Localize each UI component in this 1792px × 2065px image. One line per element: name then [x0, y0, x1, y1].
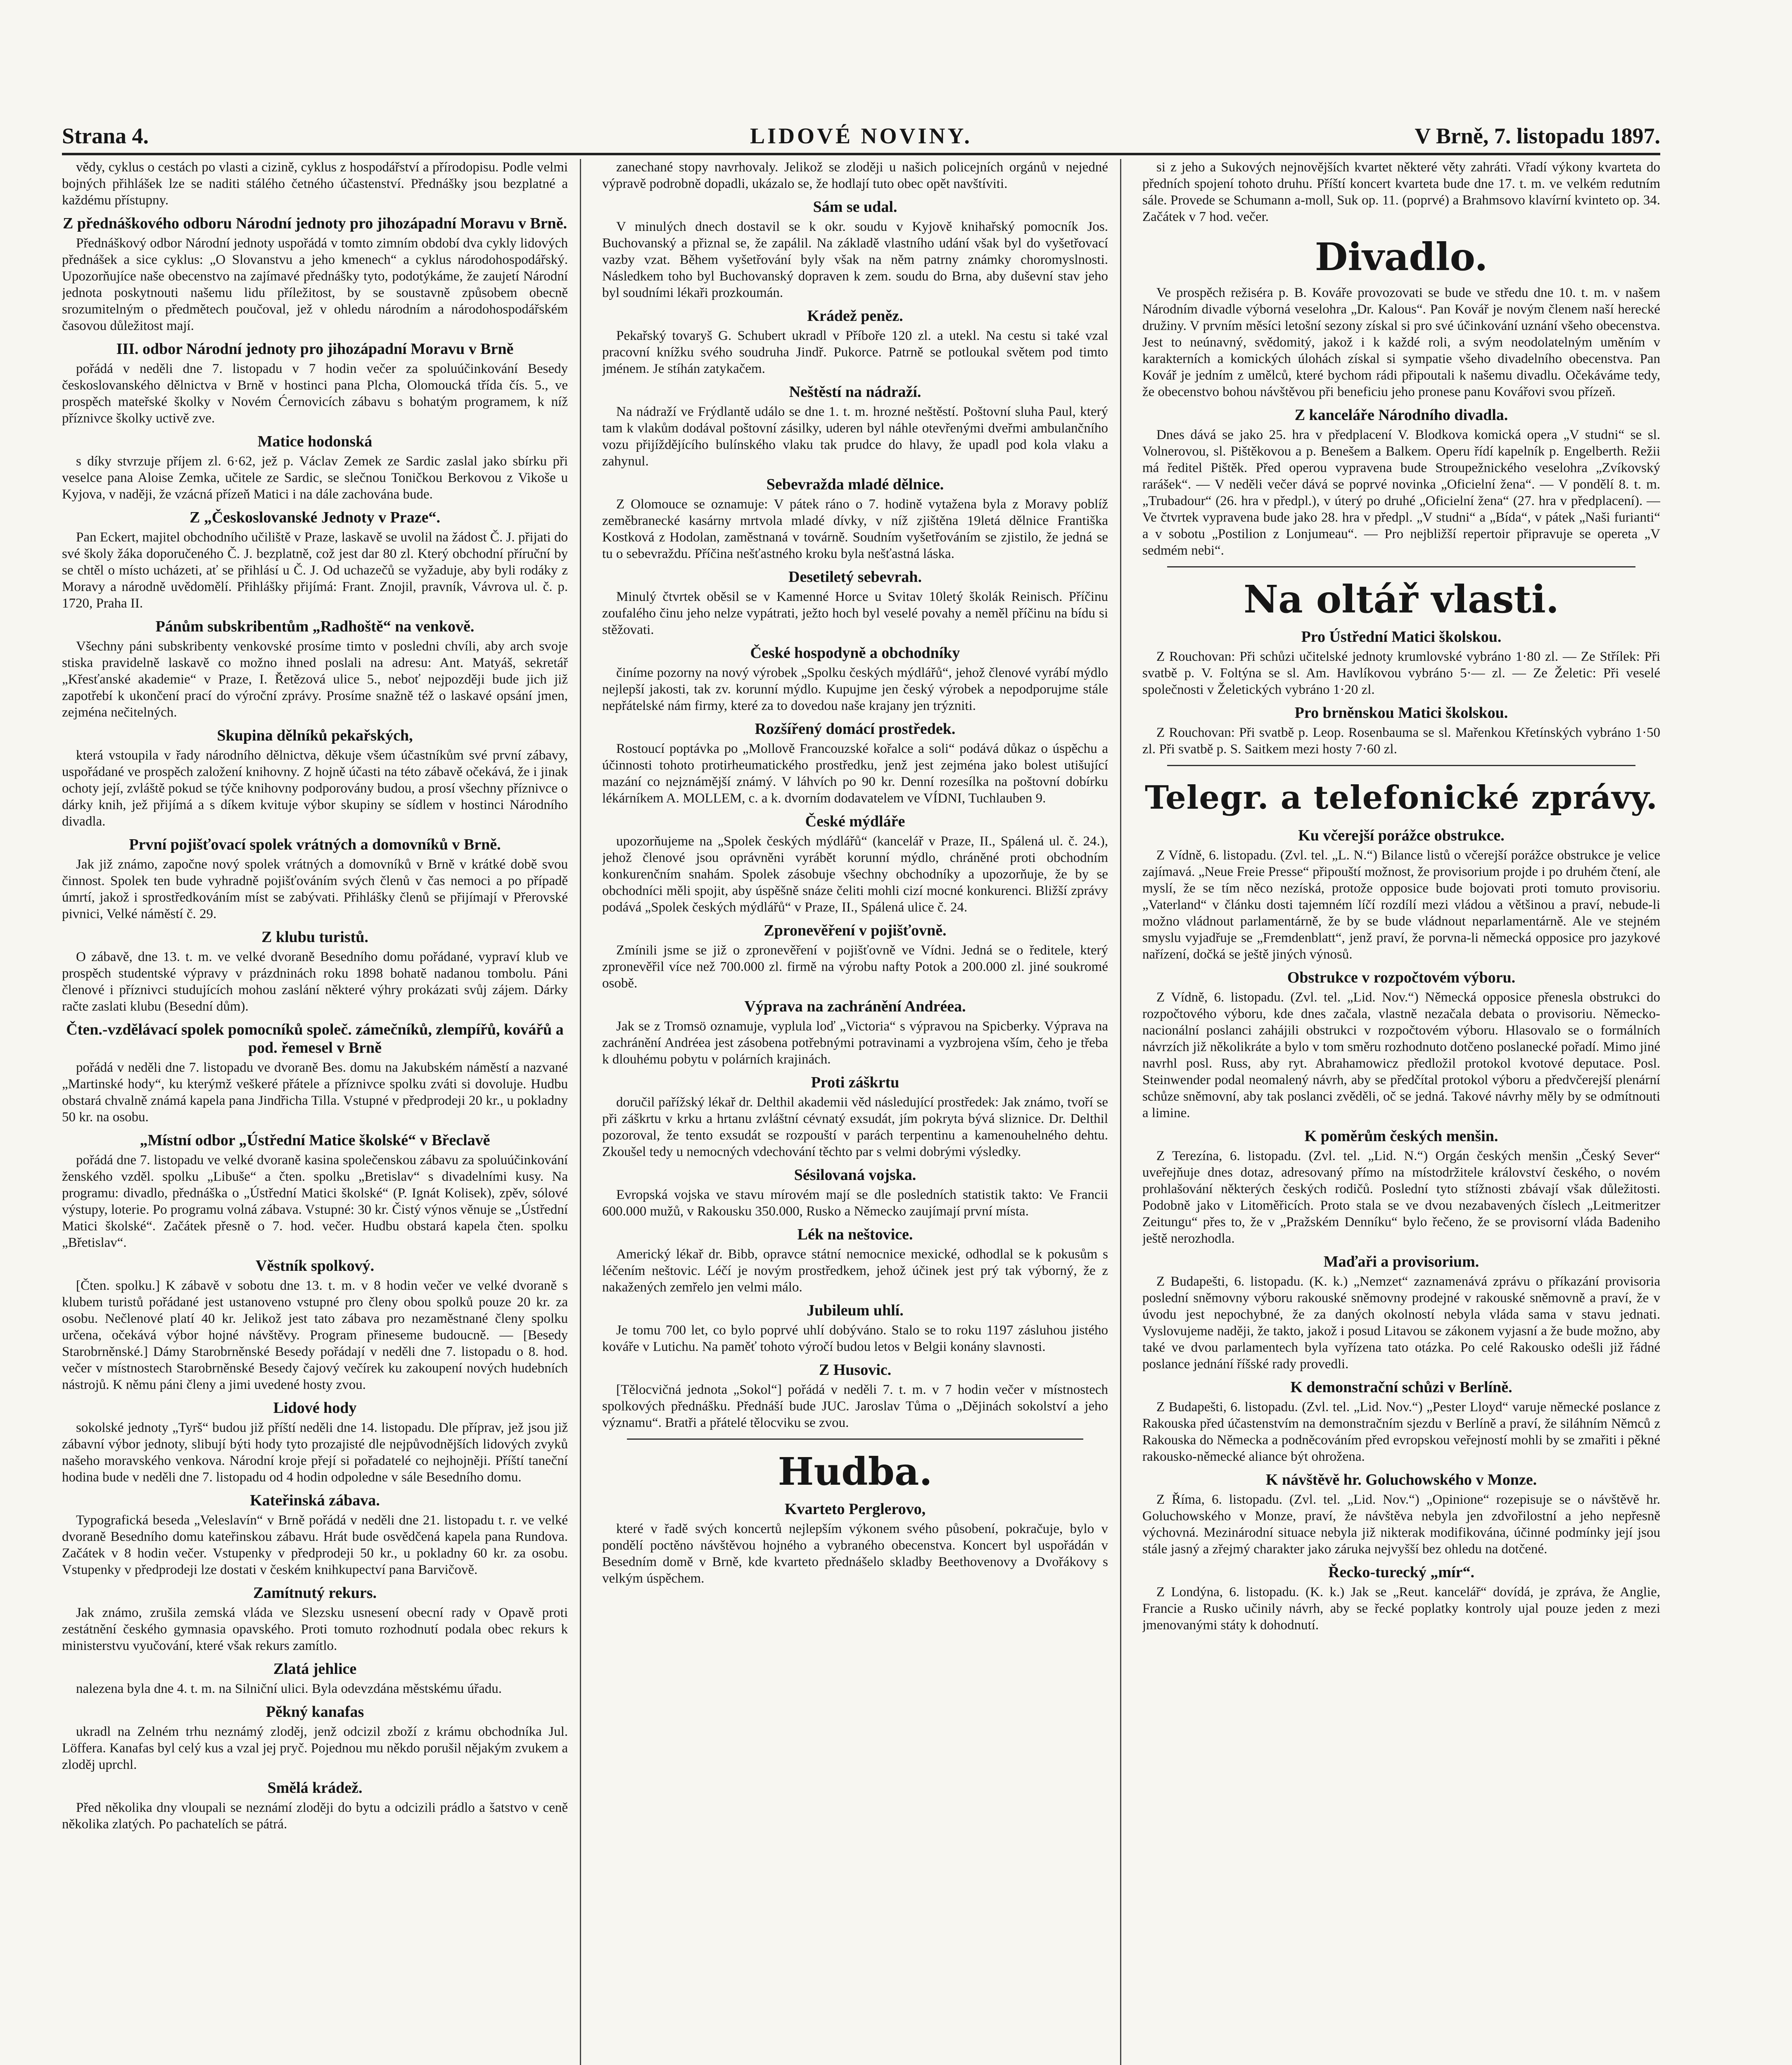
article-text: Ve prospěch režiséra p. B. Kováře provozovati se bude ve středu dne 10. t. m. v našem Národním divadle výborná veselohra „Dr. Kalous“. Pan Kovář je novým členem naší herecké družiny. V prvním měsíci letošní sezony získal si pro své účinkování uznání všeho obecenstva. Jest to neúnavný, svědomitý, jakož i k každé roli, a svým neodolatelným uměním v karakterních a komických úlohách získal si sympatie všeho divadelního obecenstva. Pan Kovář je jedním z umělců, které bychom rádi připoutali k našemu divadlu. Očekáváme tedy, že obecenstvo bohou návštěvou při beneficiu jeho pronese panu Kovářovi svou přízeň.	[1142, 285, 1660, 399]
article-heading: Pro brněnskou Matici školskou.	[1294, 704, 1508, 722]
article-text: Minulý čtvrtek oběsil se v Kamenné Horce u Svitav 10letý školák Reinisch. Příčinu zoufalého činu jeho nelze vypátrati, ježto hoch byl veselé povahy a neměl příčinu na bídu si stěžovati.	[602, 589, 1108, 637]
article-text: pořádá v neděli dne 7. listopadu v 7 hodin večer za spoluúčinkování Besedy českoslovanského dělnictva v Brně v hostinci pana Plcha, Olomoucká třída čís. 5., ve prospěch mateřské školky v Novém Ćernovicích zábavu s bohatým programem, k níž příznivce školky uctivě zve.	[62, 361, 568, 426]
article-text: Před několika dny vloupali se neznámí zloději do bytu a odcizili prádlo a šatstvo v ceně několika zlatých. Po pachatelích se pátrá.	[62, 1800, 568, 1832]
article-heading: Z klubu turistů.	[261, 928, 368, 946]
article-heading: Ku včerejší porážce obstrukce.	[1298, 827, 1505, 844]
article-text: pořádá dne 7. listopadu ve velké dvoraně kasina společenskou zábavu za spoluúčinkování ženského vzděl. spolku „Libuše“ a čten. spolku „Bretislav“ s divadelními kusy. Na programu: divadlo, přednáška o „Ústřední Matici školské“ (P. Ignát Kolisek), zpěv, sólové výstupy, loterie. Po programu volná zábava. Vstupné: 30 kr. Čistý výnos věnuje se „Ústřední Matici školské“. Začátek přesně o 7. hod. večer. Hudbu obstará kapela čten. spolku „Břetislav“.	[62, 1153, 568, 1250]
article-heading: „Místní odbor „Ústřední Matice školské“ v Břeclavě	[140, 1132, 490, 1149]
article-heading: Zamítnutý rekurs.	[253, 1584, 377, 1602]
article-heading: Neštěstí na nádraží.	[789, 383, 921, 401]
article-heading: Lidové hody	[273, 1399, 357, 1417]
section-title-music: Hudba.	[778, 1449, 933, 1494]
article-heading: Matice hodonská	[257, 433, 373, 450]
article-text: Rostoucí poptávka po „Mollově Francouzské kořalce a soli“ podává důkaz o úspěchu a účinnosti tohoto protirheumatického prostředku, jenž jest zejména jako bolest utišující mazání co nejznámější známý. V láhvích po 90 kr. Denní rozesílka na poštovní dobírku lékárníkem A. MOLLEM, c. a k. dvorním dodavatelem ve VÍDNI, Tuchlauben 9.	[602, 741, 1108, 806]
article-text: činíme pozorny na nový výrobek „Spolku českých mýdlářů“, jehož členové vyrábí mýdlo nejlepší jakosti, tak zv. korunní mýdlo. Kupujme jen český výrobek a nepodporujme stále nepřátelské nám firmy, které za to dovedou naše krajany jen trýzniti.	[602, 665, 1108, 713]
article-heading: Věstník spolkový.	[255, 1257, 375, 1275]
section-title-telegraph: Telegr. a telefonické zprávy.	[1145, 779, 1658, 817]
article-heading: Zlatá jehlice	[273, 1660, 357, 1678]
column-3	[1142, 159, 1660, 2065]
article-text: Z Rouchovan: Při svatbě p. Leop. Rosenbauma se sl. Mařenkou Křetínských vybráno 1·50 zl. Při svatbě p. S. Saitkem mezi hosty 7·60 zl.	[1142, 725, 1660, 757]
article-heading: Proti záškrtu	[811, 1074, 900, 1091]
article-heading: Zpronevěření v pojišťovně.	[764, 922, 947, 939]
article-heading: Pěkný kanafas	[266, 1703, 364, 1721]
article-text: si z jeho a Sukových nejnovějších kvartet některé věty zahráti. Vřadí výkony kvarteta do předních spojení tohoto druhu. Příští koncert kvarteta bude dne 17. t. m. ve velkém redutním sále. Provede se Schumann a-moll, Suk op. 11. (poprvé) a Brahmsovo klavírní kvinteto op. 34. Začátek v 7 hod. večer.	[1142, 160, 1660, 224]
article-text: Jak známo, zrušila zemská vláda ve Slezsku usnesení obecní rady v Opavě proti zestátnění českého gymnasia opavského. Proti tomuto rozhodnutí podala obec rekurs k ministerstvu vyučování, které však rekurs zamítlo.	[62, 1605, 568, 1653]
article-heading: Čten.-vzdělávací spolek pomocníků společ. zámečníků, zlempířů, kovářů a pod. řemesel v Brně	[66, 1021, 564, 1056]
newspaper-title: LIDOVÉ NOVINY.	[750, 123, 973, 148]
article-text: Z Vídně, 6. listopadu. (Zvl. tel. „L. N.“) Bilance listů o včerejší porážce obstrukce je velice zajímavá. „Neue Freie Presse“ připouští možnost, že provisorium projde i po druhém čtení, ale myslí, že se tím něco nezíská, protože opposice bude bojovati proti tomuto provisoriu. „Vaterland“ v článku dosti tajemném líčí rozdílí mezi vládou a většinou a praví, nebude-li možno vládnout parlamentárně, že by se bude vládnout neparlamentárně. Ale ve stejném smyslu vyjadřuje se „Fremdenblatt“, jenž praví, že porvna-li německá opposice pro jazykové nařízení, dočká se ještě jiných výnosů.	[1142, 848, 1660, 962]
column-1	[62, 159, 568, 2065]
article-text: Typografická beseda „Veleslavín“ v Brně pořádá v neděli dne 21. listopadu t. r. ve velké dvoraně Besedního domu kateřinskou zábavu. Hrát bude osvědčená kapela pana Rundova. Začátek v 8 hodin večer. Vstupenky v předprodeji 50 kr., u pokladny 60 kr. za osobu. Vstupenky v předprodeji lze dostati v českém knihkupectví pana Barvičově.	[62, 1513, 568, 1577]
section-divider	[627, 1438, 1083, 1440]
article-text: Pekařský tovaryš G. Schubert ukradl v Příboře 120 zl. a utekl. Na cestu si také vzal pracovní knížku svého soudruha Jindř. Pukorce. Patrně se potloukal světem pod timto jménem. Je stíhán zatykačem.	[602, 328, 1108, 376]
article-heading: Smělá krádež.	[267, 1779, 363, 1797]
article-text: Americký lékař dr. Bibb, opravce státní nemocnice mexické, odhodlal se k pokusům s léčením neštovic. Léčí je novým prostředkem, jehož účinek jest prý tak výborný, že z nakažených zemřelo jen velmi málo.	[602, 1247, 1108, 1295]
article-text: [Čten. spolku.] K zábavě v sobotu dne 13. t. m. v 8 hodin večer ve velké dvoraně s klubem turistů pořádané jest ustanoveno vstupné pro členy obou spolků pouze 20 kr. za osobu. Nečlenové platí 40 kr. Jelikož jest tato zábava pro nezaměstnané členy spolku určena, očekává výbor hojné návštěvy. Program přineseme budoucně. — [Besedy Starobrněnské.] Dámy Starobrněnské Besedy pořádají v neděli dne 7. listopadu o 8. hod. večer v místnostech Starobrněnské Besedy čajový večírek ku zakoupení nových hudebních nástrojů. K němu páni členy a jimi uvedené hosty zvou.	[62, 1278, 568, 1392]
article-text: sokolské jednoty „Tyrš“ budou již příští neděli dne 14. listopadu. Dle příprav, jež jsou již zábavní výbor jednoty, slibují býti hody tyto prozajisté dle nejpůvodnějších lidových zvyků našeho moravského venkova. Národní kroje přejí si pořadatelé co nejhojněji. Příští taneční hodina bude v neděli dne 7. listopadu od 4 hodin odpoledne v sále Besedního domu.	[62, 1420, 568, 1485]
section-divider	[1167, 566, 1635, 567]
article-text: nalezena byla dne 4. t. m. na Silniční ulici. Byla odevzdána městskému úřadu.	[76, 1681, 502, 1696]
article-heading: České mýdláře	[805, 813, 905, 830]
column-rule	[580, 159, 581, 2065]
article-heading: III. odbor Národní jednoty pro jihozápadní Moravu v Brně	[116, 340, 514, 358]
article-heading: Pánům subskribentům „Radhoště“ na venkově.	[155, 618, 475, 635]
section-title-altar: Na oltář vlasti.	[1244, 577, 1559, 622]
article-text: Všechny páni subskribenty venkovské prosíme timto v posledni chvíli, aby arch svoje stiska pravidelně laskavě co možno ihned poslali na adresu: Ant. Matyáš, sekretář „Křesťanské akademie“ v Praze, I. Řetězová ulice 5., neboť nejpozději bude jich již zapotřebí k ukončení prací do výroční zprávy. Prosíme snažně též o laskavé opsání jmen, zejména nečitelných.	[62, 639, 568, 720]
article-heading: První pojišťovací spolek vrátných a domovníků v Brně.	[129, 836, 501, 853]
article-text: s díky stvrzuje příjem zl. 6·62, jež p. Václav Zemek ze Sardic zaslal jako sbírku při veselce pana Aloise Zemka, učitele ze Sardic, se slečnou Toničkou Berkovou z Vikoše u Kyjova, v naději, že vzácná přízeň Matici i na dále zachována bude.	[62, 454, 568, 502]
article-text: [Tělocvičná jednota „Sokol“] pořádá v neděli 7. t. m. v 7 hodin večer v místnostech spolkových přednášku. Přednáší bude JUC. Jaroslav Tůma o „Dějinách sokolství a jeho významu“. Bratři a přátelé tělocviku se zvou.	[602, 1382, 1108, 1430]
section-divider	[1167, 765, 1635, 766]
article-text: Zmínili jsme se již o zpronevěření v pojišťovně ve Vídni. Jedná se o ředitele, který zpronevěřil více než 700.000 zl. firmě na výrobu nafty Potok a 200.000 zl. jiné soukromé osobě.	[602, 943, 1108, 991]
section-title-theatre: Divadlo.	[1315, 235, 1488, 279]
article-text: Z Říma, 6. listopadu. (Zvl. tel. „Lid. Nov.“) „Opinione“ rozepisuje se o návštěvě hr. Goluchowského v Monze, praví, že návštěva nebyla jen zdvořilostní a jeho nepřesně výchovná. Mezinárodní situace nebyla již nikterak modifikována, účinné podmínky její jsou stále jasný a zřejmý charakter jako záruka nejvyšší bez ohledu na dotčené.	[1142, 1492, 1660, 1557]
article-heading: České hospodyně a obchodníky	[750, 644, 960, 662]
article-heading: K demonstrační schůzi v Berlíně.	[1290, 1379, 1512, 1396]
column-2	[602, 159, 1108, 2065]
article-heading: Maďaři a provisorium.	[1323, 1253, 1479, 1270]
article-heading: Desetiletý sebevrah.	[788, 568, 922, 586]
article-text: Přednáškový odbor Národní jednoty uspořádá v tomto zimním období dva cykly lidových přednášek a sice cyklus: „O Slovanstvu a jeho kmenech“ a cyklus národohospodářský. Upozorňujíce naše obecenstvo na zajímavé přednášky tyto, podotýkáme, že zaujetí Národní jednota poskytnouti našemu lidu příležitost, by se soustavně způsobem obecně srozumitelným o předmětech poučoval, jež v ohledu národním a národohospodářském časovou důležitost mají.	[62, 236, 568, 333]
article-heading: Kvarteto Perglerovo,	[784, 1500, 926, 1518]
article-heading: Sebevražda mladé dělnice.	[766, 476, 944, 493]
article-text: Z Terezína, 6. listopadu. (Zvl. tel. „Lid. N.“) Orgán českých menšin „Český Sever“ uveřejňuje dnes dotaz, adresovaný přímo na místodržitele království českého, o novém prohlašování některých českých rodičů. Poslední tyto stížnosti zbávají však důležitosti. Podobně jako v Litoměřicích. Proto stala se ve dvou nezabavených číslech „Leitmeritzer Zeitungu“ přes to, že v „Pražském Denníku“ bylo řečeno, že se provisorní vláda Badeniho ještě nerozhodla.	[1142, 1149, 1660, 1246]
article-heading: Kateřinská zábava.	[250, 1492, 380, 1509]
article-heading: Obstrukce v rozpočtovém výboru.	[1287, 969, 1516, 986]
article-text: které v řadě svých koncertů nejlepším výkonem svého působení, pokračuje, bylo v pondělí poctěno návštěvou hojného a vybraného obecenstva. Koncert byl uspořádán v Besedním domě v Brně, kde kvarteto přednášelo skladby Beethovenovy a Dvořákovy s velkým úspěchem.	[602, 1521, 1108, 1586]
article-text: pořádá v neděli dne 7. listopadu ve dvoraně Bes. domu na Jakubském náměstí a nazvané „Martinské hody“, ku kterýmž veškeré přátele a příznivce spolku zváti si dovoluje. Hudbu obstará chvalně známá kapela pana Jindřicha Tilla. Vstupné v předprodeji 20 kr., u pokladny 50 kr. na osobu.	[62, 1060, 568, 1125]
article-heading: Z „Českoslovanské Jednoty v Praze“.	[190, 509, 440, 526]
article-heading: Z Husovic.	[819, 1361, 892, 1379]
article-text: Z Olomouce se oznamuje: V pátek ráno o 7. hodině vytažena byla z Moravy poblíž zeměbranecké kasárny mrtvola mladé dívky, v níž zjištěna 19letá dělnice Františka Kostková z Hodolan, zaměstnaná v továrně. Soudním vyšetřováním se zjistilo, že jedná se tu o sebevraždu. Příčina nešťastného kroku byla nešťastná láska.	[602, 497, 1108, 561]
article-heading: Skupina dělníků pekařských,	[217, 727, 413, 744]
article-text: upozorňujeme na „Spolek českých mýdlářů“ (kancelář v Praze, II., Spálená ul. č. 24.), jehož členové jsou oprávněni vyrábět korunní mýdlo, chráněné proti obchodním konkurenčním snahám. Spolek zásobuje všechny obchodníky a upozorňuje, že by se obchodníci měli spojit, aby úspěšně snáze čeliti mohli cizí mocné konkurenci. Bližší zprávy podává „Spolek českých mýdlářů“ v Praze, II., Spálená ulice č. 24.	[602, 834, 1108, 915]
article-heading: Sésilovaná vojska.	[794, 1166, 916, 1184]
article-heading: Řecko-turecký „mír“.	[1328, 1564, 1474, 1581]
article-text: Z Rouchovan: Při schůzi učitelské jednoty krumlovské vybráno 1·80 zl. — Ze Střílek: Při svatbě p. V. Foltýna se sl. Am. Havlíkovou vybráno 5·— zl. — Ze Želetic: Při veselé společnosti v Želetických vybráno 1·20 zl.	[1142, 649, 1660, 697]
article-text: Dnes dává se jako 25. hra v předplacení V. Blodkova komická opera „V studni“ se sl. Volnerovou, sl. Pištěkovou a p. Benešem a Balkem. Operu řídí kapelník p. Engelberth. Režii má ředitel Pištěk. Před operou vypravena bude Stroupežnického veselohra „Zvíkovský rarášek“. — V neděli večer dává se poprvé novinka „Oficielní žena“. — V pondělí 8. t. m. „Trubadour“ (26. hra v předpl.), v úterý po druhé „Oficielní žena“ (27. hra v předplacení). — Ve čtvrtek vypravena bude jako 28. hra v předpl. „V studni“ a „Bída“, v pátek „Naši furianti“ a v sobotu „Postilion z Lonjumeau“. — Pro nejbližší repertoir připravuje se opereta „V sedmém nebi“.	[1142, 427, 1660, 558]
article-heading: Krádež peněz.	[807, 307, 903, 325]
article-text: Jak již známo, započne nový spolek vrátných a domovníků v Brně v krátké době svou činnost. Spolek ten bude vyhradně pojišťováním svých členů v čas nemoci a po případě úmrtí, jakož i sprostředkováním míst se zabývati. Přihlášky členů se přijímají v Přerovské pivnici, Velké náměstí č. 29.	[62, 857, 568, 921]
article-heading: Pro Ústřední Matici školskou.	[1301, 628, 1502, 646]
article-heading: Rozšířený domácí prostředek.	[755, 720, 956, 738]
article-text: O zábavě, dne 13. t. m. ve velké dvoraně Besedního domu pořádané, vypraví klub ve prospěch studentské výpravy v prázdninách roku 1898 bohatě nadanou tombolu. Páni členové i příznivci studujících mohou zaslání některé výhry prokázati svůj zájem. Dárky račte zaslati klubu (Besední dům).	[62, 949, 568, 1014]
article-text: Na nádraží ve Frýdlantě událo se dne 1. t. m. hrozné neštěstí. Poštovní sluha Paul, který tam k vlakům dodával poštovní zásilky, uderen byl náhle otevřenými dveřmi ambulančního vozu přijíždějícího bulínského vlaku tak prudce do hlavy, že upadl pod kola vlaku a zahynul.	[602, 404, 1108, 469]
article-heading: Z přednáškového odboru Národní jednoty pro jihozápadní Moravu v Brně.	[62, 215, 567, 232]
article-heading: Výprava na zachránění Andréea.	[744, 998, 966, 1015]
page-number: Strana 4.	[62, 123, 149, 148]
article-text: vědy, cyklus o cestách po vlasti a cizině, cyklus z hospodářství a přírodopisu. Podle velmi bojných přihlášek lze se naditi stálého četného účastenství. Přednášky jsou bezplatné a každému přístupny.	[62, 160, 568, 208]
article-heading: Sám se udal.	[813, 198, 897, 216]
article-text: Z Budapešti, 6. listopadu. (K. k.) „Nemzet“ zaznamenává zprávu o příkazání provisoria poslední sněmovny výboru rakouské sněmovny prodejné v rakouské sněmovně a praví, že v úvodu jest nepochybné, že za daných okolností nebyla vláda sama v stavu jednati. Vyslovujeme naději, že takto, jakož i posud Litavou se zákonem vyjasní a že bude možno, aby také ve dvou parlamentech byla vyřízena tato otázka. Po celé Rakousko odešli již řádné poslance jednání říšské rady provedli.	[1142, 1274, 1660, 1372]
article-text: zanechané stopy navrhovaly. Jelikož se zloději u našich policejních orgánů v nejedné výpravě podrobně dopadli, ukázalo se, že hodlají tuto obec opět navštíviti.	[602, 160, 1108, 191]
article-heading: K návštěvě hr. Goluchowského v Monze.	[1265, 1471, 1537, 1488]
article-text: Z Londýna, 6. listopadu. (K. k.) Jak se „Reut. kancelář“ dovídá, je zpráva, že Anglie, Francie a Rusko učinily návrh, aby se řecké poplatky kontroly ujal pouze jeden z mezi jmenovanými státy k dohodnutí.	[1142, 1585, 1660, 1633]
article-text: Pan Eckert, majitel obchodního učiliště v Praze, laskavě se uvolil na žádost Č. J. přijati do své školy žáka doporučeného Č. J. bezplatně, což jest dar 80 zl. Který obchodní příruční by se chtěl o místo ucházeti, ať se přihlásí u Č. J. Od uchazečů se vyžaduje, aby byli rodáky z Moravy a národně uvědomělí. Přihlášky přijímá: Frant. Znojil, pravník, Vávrova ul. č. p. 1720, Praha II.	[62, 530, 568, 611]
page-header	[62, 120, 1660, 155]
dateline: V Brně, 7. listopadu 1897.	[1415, 123, 1660, 148]
article-text: Jak se z Tromsö oznamuje, vyplula loď „Victoria“ s výpravou na Spicberky. Výprava na zachránění Andréea jest zásobena potřebnými potravinami a vyzbrojena vším, čeho je třeba k dlouhému pobytu v polárních krajinách.	[602, 1019, 1108, 1067]
article-text: Z Budapešti, 6. listopadu. (Zvl. tel. „Lid. Nov.“) „Pester Lloyd“ varuje německé poslance z Rakouska před účastenstvím na demonstračním sjezdu v Berlíně a praví, že siláhním Němců z Rakouska do Německa a podněcováním před evropskou veřejností mohli by se zmařiti i pěkné rakousko-německé aliance být ohrožena.	[1142, 1400, 1660, 1464]
article-heading: Lék na neštovice.	[797, 1226, 913, 1243]
article-text: Evropská vojska ve stavu mírovém mají se dle posledních statistik takto: Ve Francii 600.000 mužů, v Rakousku 350.000, Rusko a Německo zaujímají první místa.	[602, 1187, 1108, 1219]
article-heading: Z kanceláře Národního divadla.	[1294, 406, 1508, 424]
article-text: V minulých dnech dostavil se k okr. soudu v Kyjově knihařský pomocník Jos. Buchovanský a přiznal se, že zapálil. Na základě vlastního udání však byl do vyšetřovací vazby vzat. Během vyšetřování byly však na něm patrny známky choromyslnosti. Následkem toho byl Buchovanský dopraven k zem. soudu do Brna, aby duševní stav jeho byl soudními lékaři prozkoumán.	[602, 219, 1108, 300]
article-text: doručil pařížský lékař dr. Delthil akademii věd následující prostředek: Jak známo, tvoří se při záškrtu v krku a hrtanu zvláštní cévnatý exsudát, jím pokryta bývá sliznice. Dr. Delthil pozoroval, že tento exsudát se rozpouští v parách terpentinu a kamenouhelného dehtu. Zkoušel tedy u nemocných vdechování těchto par s velmi dobrými výsledky.	[602, 1095, 1108, 1159]
article-text: Z Vídně, 6. listopadu. (Zvl. tel. „Lid. Nov.“) Německá opposice přenesla obstrukci do rozpočtového výboru, kde dnes začala, vlastně nezačala debata o provisoriu. Německo-nacionální poslanci zahájili obstrukci v rozpočtovém výboru. Hlasovalo se o formálních návrzích již několikráte a bylo v tom směru rozhodnuto dotčeno poslanecké pořadí. Mimo jiné navrhl posl. Russ, aby ryt. Abrahamowicz předložil protokol kvotové deputace. Posl. Steinwender podal neomalený návrh, aby se předčítal protokol výboru a předvčerejší plenární schůze sněmovní, aby tak poslanci zvěděli, oč se jedná. Takové návrhy měly by se odmítnouti a limine.	[1142, 990, 1660, 1120]
article-text: která vstoupila v řady národního dělnictva, děkuje všem účastníkům své první zábavy, uspořádané ve prospěch založení knihovny. Z hojně účasti na této zábavě očekává, že i jinak ochoty její, zvláště pokud se týče knihovny podporovány budou, a prosí všechny příznivce o dárky knih, jež přijímá a s díkem kvituje výbor skupiny se sídlem v hostinci Národního divadla.	[62, 748, 568, 829]
article-text: ukradl na Zelném trhu neznámý zloděj, jenž odcizil zboží z krámu obchodníka Jul. Löffera. Kanafas byl celý kus a vzal jej pryč. Pojednou mu někdo porušil nějakým zvukem a zloděj uprchl.	[62, 1724, 568, 1772]
article-heading: Jubileum uhlí.	[807, 1302, 904, 1319]
article-text: Je tomu 700 let, co bylo poprvé uhlí dobýváno. Stalo se to roku 1197 zásluhou jistého kováře v Lutichu. Na paměť tohoto výročí budou letos v Belgii konány slavnosti.	[602, 1323, 1108, 1354]
column-rule	[1120, 159, 1121, 2065]
article-heading: K poměrům českých menšin.	[1304, 1127, 1498, 1145]
